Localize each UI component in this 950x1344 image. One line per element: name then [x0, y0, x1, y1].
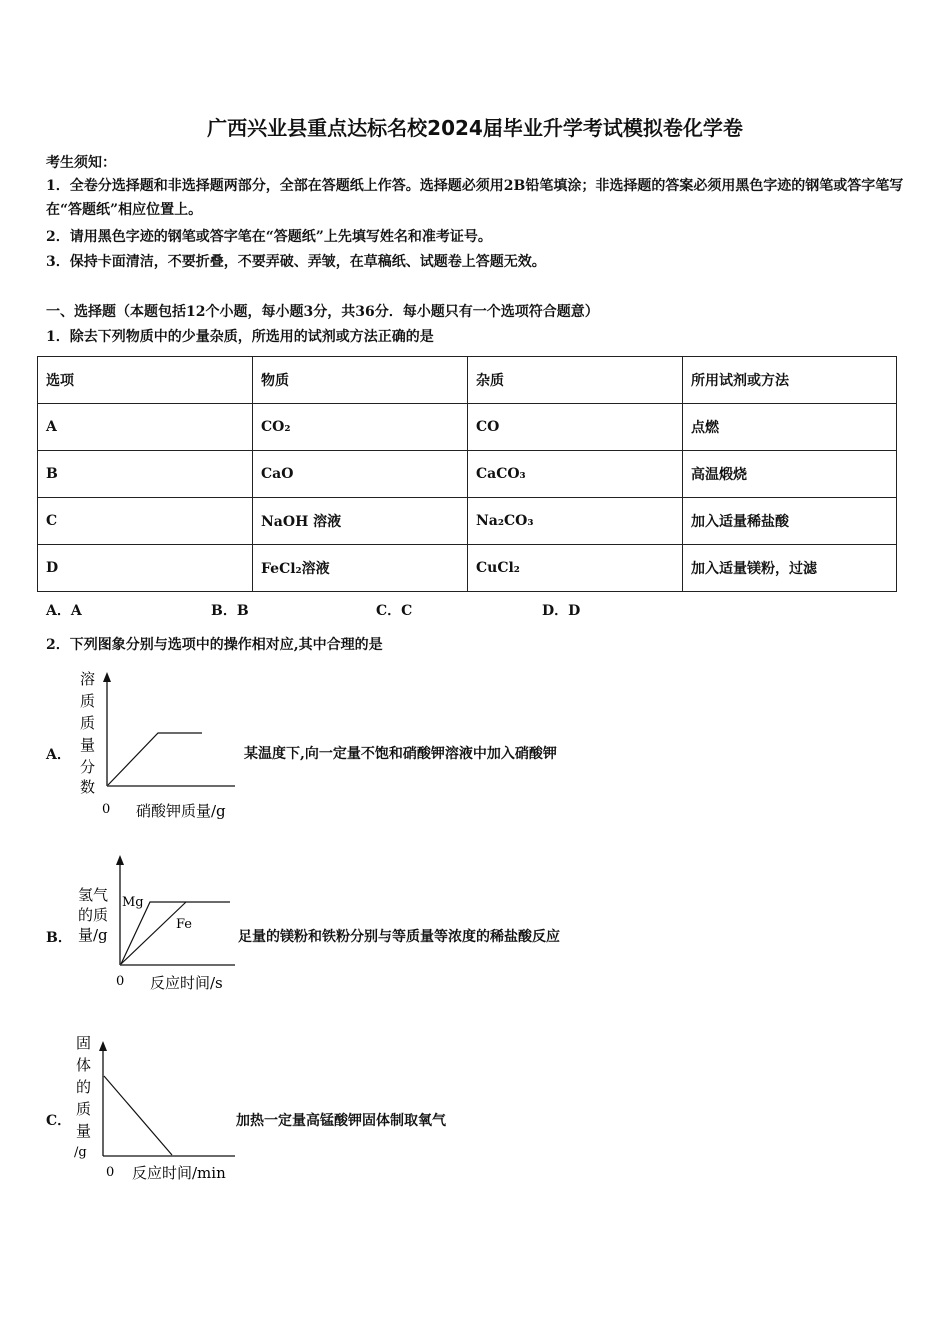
- q2-c-graph: [70, 1030, 240, 1190]
- q2-a-label: A．: [46, 747, 71, 763]
- y-label-char: 的: [76, 1078, 92, 1096]
- table-row: [38, 545, 897, 592]
- q1-stem: 1．除去下列物质中的少量杂质，所选用的试剂或方法正确的是: [46, 329, 434, 345]
- table-cell: 点燃: [683, 404, 897, 451]
- fe-line: [121, 902, 186, 964]
- q1-option-b: B．B: [211, 603, 249, 619]
- y-label-char: 质: [80, 714, 96, 732]
- table-row: [38, 404, 897, 451]
- table-cell: A: [38, 404, 253, 451]
- table-header-cell: 杂质: [468, 357, 683, 404]
- table-cell: CaCO₃: [468, 451, 683, 498]
- page-title: 广西兴业县重点达标名校2024届毕业升学考试模拟卷化学卷: [207, 116, 743, 140]
- origin-label: 0: [116, 974, 125, 989]
- q2-c-label: C．: [46, 1113, 72, 1129]
- q2-c-desc: 加热一定量高锰酸钾固体制取氧气: [236, 1113, 446, 1129]
- q2-b-desc: 足量的镁粉和铁粉分别与等质量等浓度的稀盐酸反应: [238, 929, 560, 945]
- table-row: [38, 498, 897, 545]
- table-cell: 加入适量镁粉，过滤: [683, 545, 897, 592]
- q2-a-graph: [70, 668, 250, 828]
- origin-label: 0: [106, 1165, 115, 1180]
- y-label-line: 氢气: [78, 886, 109, 904]
- q2-a-desc: 某温度下,向一定量不饱和硝酸钾溶液中加入硝酸钾: [244, 746, 557, 762]
- y-label-char: 质: [76, 1100, 92, 1118]
- y-label-line: 的质: [78, 906, 109, 924]
- y-label-char: 量: [80, 736, 96, 754]
- series-label-mg: Mg: [122, 895, 144, 910]
- table-cell: CO₂: [253, 404, 468, 451]
- notice-item-2: 2．请用黑色字迹的钢笔或答字笔在“答题纸”上先填写姓名和准考证号。: [46, 229, 492, 245]
- curve: [108, 733, 202, 785]
- table-row: [38, 451, 897, 498]
- y-label-char: 溶: [80, 670, 96, 688]
- table-cell: D: [38, 545, 253, 592]
- table-cell: CuCl₂: [468, 545, 683, 592]
- y-axis-arrow: [99, 1041, 107, 1051]
- table-cell: Na₂CO₃: [468, 498, 683, 545]
- origin-label: 0: [102, 802, 111, 817]
- table-cell: C: [38, 498, 253, 545]
- q1-option-a: A．A: [46, 603, 82, 619]
- table-cell: 加入适量稀盐酸: [683, 498, 897, 545]
- table-header-cell: 物质: [253, 357, 468, 404]
- table-header-cell: 所用试剂或方法: [683, 357, 897, 404]
- y-label-char: 质: [80, 692, 96, 710]
- y-label-char: 固: [76, 1034, 92, 1052]
- notice-heading: 考生须知：: [46, 155, 116, 171]
- y-axis-arrow: [103, 672, 111, 682]
- q2-stem: 2．下列图象分别与选项中的操作相对应,其中合理的是: [46, 637, 383, 653]
- table-cell: CaO: [253, 451, 468, 498]
- table-cell: CO: [468, 404, 683, 451]
- section-heading: 一、选择题（本题包括12个小题，每小题3分，共36分．每小题只有一个选项符合题意）: [46, 304, 599, 320]
- curve: [104, 1076, 172, 1155]
- table-cell: FeCl₂溶液: [253, 545, 468, 592]
- table-header-cell: 选项: [38, 357, 253, 404]
- y-label-line: 量/g: [78, 926, 108, 944]
- y-label-char: 数: [80, 778, 96, 796]
- y-label-char: 体: [76, 1056, 92, 1074]
- q2-b-graph: [70, 852, 240, 997]
- q1-table: [37, 356, 897, 592]
- series-label-fe: Fe: [176, 917, 193, 932]
- notice-item-1: 1．全卷分选择题和非选择题两部分，全部在答题纸上作答。选择题必须用2B铅笔填涂；非选择题的答案必须用黑色字迹的钢笔或答字笔写在“答题纸”相应位置上。: [46, 178, 904, 218]
- q2-b-label: B．: [46, 930, 72, 946]
- table-header-row: [38, 357, 897, 404]
- x-axis-label: 反应时间/min: [132, 1164, 226, 1182]
- table-cell: 高温煅烧: [683, 451, 897, 498]
- q1-option-d: D．D: [542, 603, 581, 619]
- notice-item-3: 3．保持卡面清洁，不要折叠，不要弄破、弄皱，在草稿纸、试题卷上答题无效。: [46, 254, 546, 270]
- table-cell: NaOH 溶液: [253, 498, 468, 545]
- y-axis-arrow: [116, 855, 124, 865]
- x-axis-label: 反应时间/s: [150, 974, 223, 992]
- x-axis-label: 硝酸钾质量/g: [136, 802, 226, 820]
- y-label-char: 分: [80, 758, 96, 776]
- q1-option-c: C．C: [376, 603, 413, 619]
- y-label-char: 量: [76, 1122, 92, 1140]
- table-cell: B: [38, 451, 253, 498]
- y-label-char: /g: [74, 1145, 87, 1160]
